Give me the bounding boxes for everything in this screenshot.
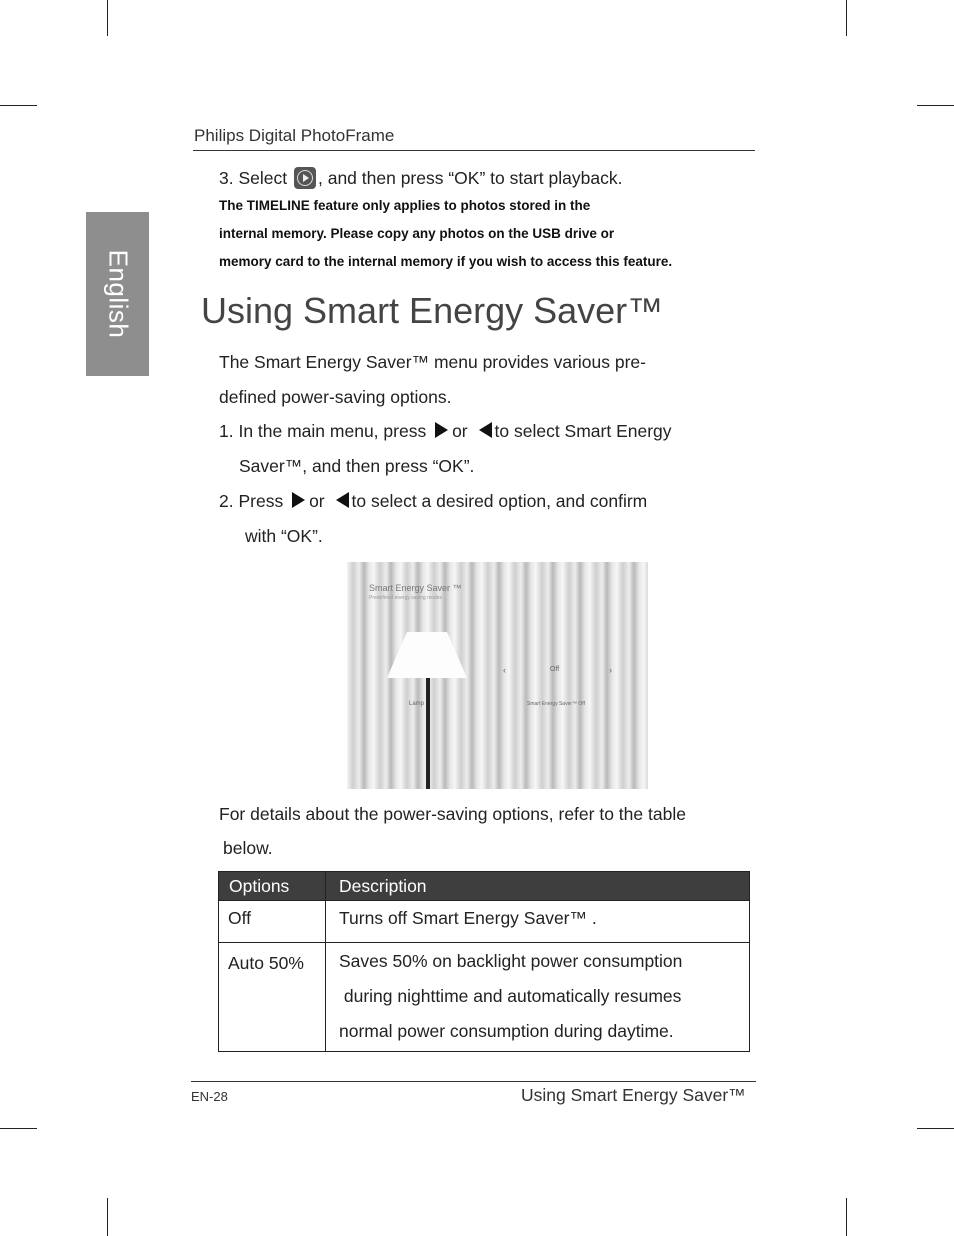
header-title: Philips Digital PhotoFrame [194, 126, 395, 145]
note-line: memory card to the internal memory if you wish to access this feature. [219, 254, 673, 269]
step-2-or: or [309, 491, 325, 511]
screenshot-option: Off [550, 666, 560, 673]
crop-mark [917, 105, 954, 106]
left-arrow-icon [479, 422, 492, 438]
step-1-cont: Saver™, and then press “OK”. [239, 456, 475, 476]
details-line: For details about the power-saving options, refer to the table [219, 804, 686, 824]
page-number: EN-28 [191, 1089, 228, 1104]
right-arrow-icon [292, 492, 305, 508]
language-tab [86, 212, 149, 376]
step-3-prefix: 3. Select [219, 168, 288, 188]
left-arrow-icon [336, 492, 349, 508]
lamp-shade-image [387, 632, 467, 678]
step-2-text: 2. Press [219, 491, 284, 511]
note-line: The TIMELINE feature only applies to photos stored in the [219, 198, 591, 213]
table-row [219, 901, 750, 943]
right-arrow-icon [435, 422, 448, 438]
screenshot-left-arrow: ‹ [503, 665, 506, 675]
footer-divider [191, 1081, 756, 1082]
description-text: Turns off Smart Energy Saver™ . [339, 908, 597, 928]
screenshot-right-arrow: › [609, 665, 612, 675]
option-cell [219, 901, 326, 943]
column-header-options: Options [219, 872, 326, 901]
crop-mark [917, 1128, 954, 1129]
table-header-row [219, 872, 750, 901]
play-icon [294, 167, 316, 189]
lamp-pole-image [426, 678, 430, 789]
step-3-suffix: , and then press “OK” to start playback. [317, 168, 623, 188]
crop-mark [0, 105, 37, 106]
step-2 [219, 491, 647, 512]
description-line: Saves 50% on backlight power consumption [339, 951, 683, 971]
screenshot-bottom-left: Lamp [409, 701, 425, 707]
step-1-text: 1. In the main menu, press [219, 421, 427, 441]
step-2-cont: with “OK”. [245, 526, 323, 546]
option-label: Off [228, 908, 252, 928]
description-line: during nighttime and automatically resumes [339, 986, 682, 1006]
step-1-or: or [452, 421, 468, 441]
note-line: internal memory. Please copy any photos on the USB drive or [219, 226, 615, 241]
crop-mark [0, 1128, 37, 1129]
option-cell [219, 943, 326, 1052]
language-tab-label: English [103, 249, 133, 339]
details-line: below. [223, 838, 273, 858]
intro-line: The Smart Energy Saver™ menu provides various pre- [219, 352, 646, 372]
option-label: Auto 50% [228, 953, 304, 973]
column-header-description: Description [326, 872, 750, 901]
table-row [219, 943, 750, 1052]
intro-line: defined power-saving options. [219, 387, 452, 407]
footer-section-title: Using Smart Energy Saver™ [521, 1085, 746, 1105]
crop-mark [846, 0, 847, 36]
step-3 [219, 167, 622, 189]
device-screenshot [347, 562, 648, 789]
description-line: normal power consumption during daytime. [339, 1021, 674, 1041]
screenshot-bottom-right: Smart Energy Saver™ Off [527, 701, 585, 707]
header-divider [193, 150, 755, 151]
description-cell [326, 901, 750, 943]
step-2-text-b: to select a desired option, and confirm [351, 491, 648, 511]
options-table [218, 871, 750, 1052]
step-1 [219, 421, 672, 442]
crop-mark [107, 1198, 108, 1236]
screenshot-subtitle: Predefined energy saving modes [369, 595, 443, 601]
crop-mark [107, 0, 108, 36]
screenshot-title: Smart Energy Saver ™ [369, 583, 462, 593]
step-1-text-b: to select Smart Energy [494, 421, 672, 441]
description-cell [326, 943, 750, 1052]
crop-mark [846, 1198, 847, 1236]
section-title: Using Smart Energy Saver™ [201, 290, 664, 331]
